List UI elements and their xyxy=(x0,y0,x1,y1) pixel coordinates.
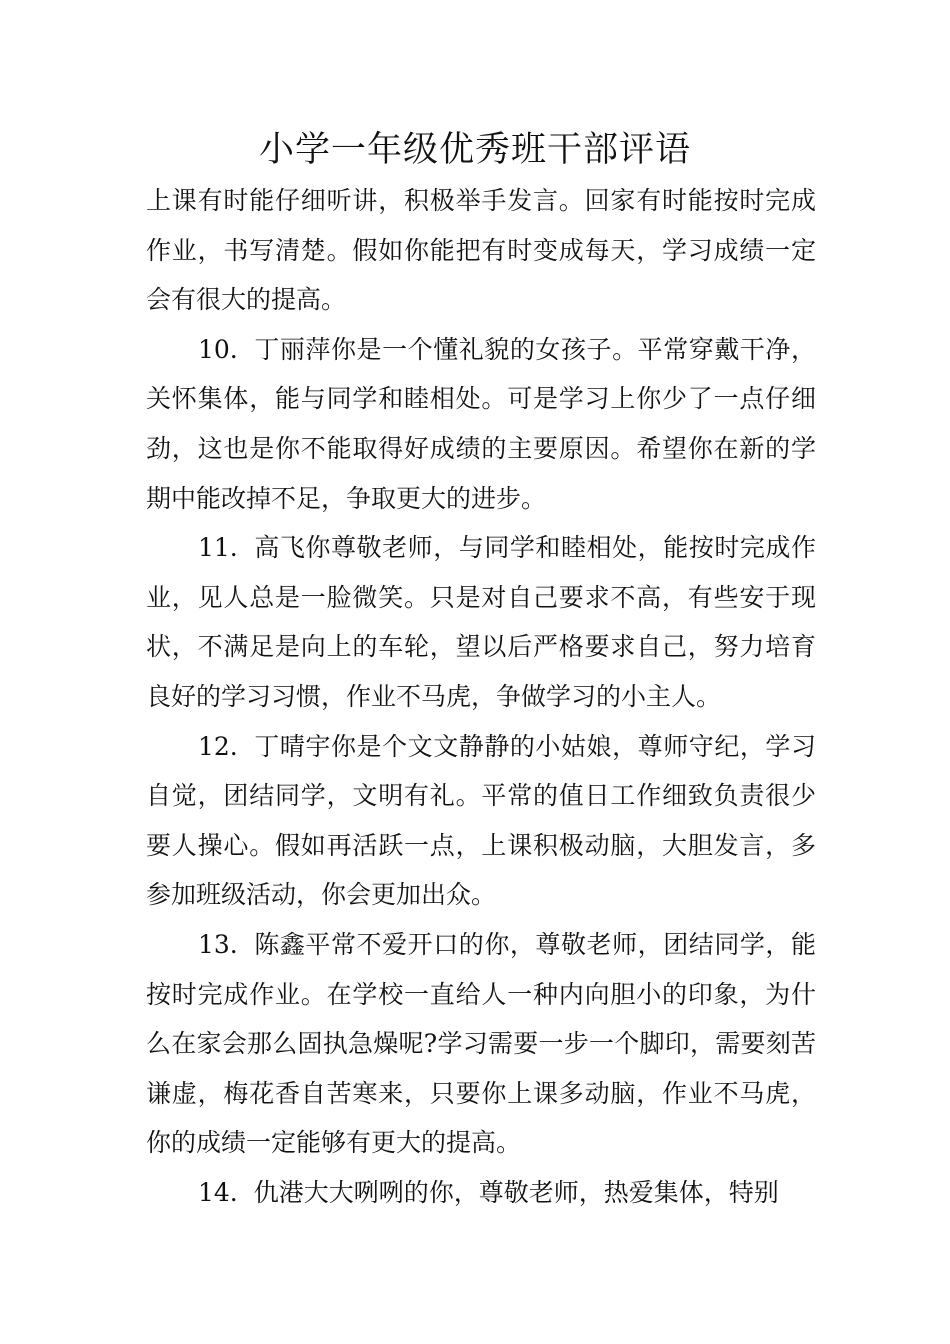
paragraph-continuation xyxy=(146,176,816,325)
paragraph-number: 13. xyxy=(198,929,238,959)
paragraph-text: 丁晴宇你是个文文静静的小姑娘，尊师守纪，学习自觉，团结同学，文明有礼。平常的值日工作细致负责很少要人操心。假如再活跃一点，上课积极动脑，大胆发言，多参加班级活动，你会更加出众。 xyxy=(146,731,816,910)
paragraph-number: 12. xyxy=(198,731,238,761)
paragraph-10 xyxy=(146,325,816,523)
paragraph-11 xyxy=(146,523,816,721)
document-body xyxy=(146,176,816,1217)
paragraph-number: 11. xyxy=(198,533,238,563)
paragraph-number: 10. xyxy=(198,334,238,364)
paragraph-text: 高飞你尊敬老师，与同学和睦相处，能按时完成作业，见人总是一脸微笑。只是对自己要求不高，有些安于现状，不满足是向上的车轮，望以后严格要求自己，努力培育良好的学习习惯，作业不马虎，争做学习的小主人。 xyxy=(146,533,816,711)
paragraph-number: 14. xyxy=(198,1177,238,1207)
document-title: 小学一年级优秀班干部评语 xyxy=(258,130,691,170)
paragraph-12 xyxy=(146,722,816,920)
paragraph-13 xyxy=(146,920,816,1168)
paragraph-text: 仇港大大咧咧的你，尊敬老师，热爱集体，特别 xyxy=(253,1177,779,1207)
paragraph-text: 丁丽萍你是一个懂礼貌的女孩子。平常穿戴干净，关怀集体，能与同学和睦相处。可是学习上你少了一点仔细劲，这也是你不能取得好成绩的主要原因。希望你在新的学期中能改掉不足，争取更大的进步。 xyxy=(146,334,816,513)
paragraph-text: 上课有时能仔细听讲，积极举手发言。回家有时能按时完成作业，书写清楚。假如你能把有时变成每天，学习成绩一定会有很大的提高。 xyxy=(146,186,816,315)
paragraph-14 xyxy=(146,1168,816,1218)
paragraph-text: 陈鑫平常不爱开口的你，尊敬老师，团结同学，能按时完成作业。在学校一直给人一种内向胆小的印象，为什么在家会那么固执急燥呢?学习需要一步一个脚印，需要刻苦谦虚，梅花香自苦寒来，只要你上课多动脑，作业不马虎，你的成绩一定能够有更大的提高。 xyxy=(146,929,816,1158)
